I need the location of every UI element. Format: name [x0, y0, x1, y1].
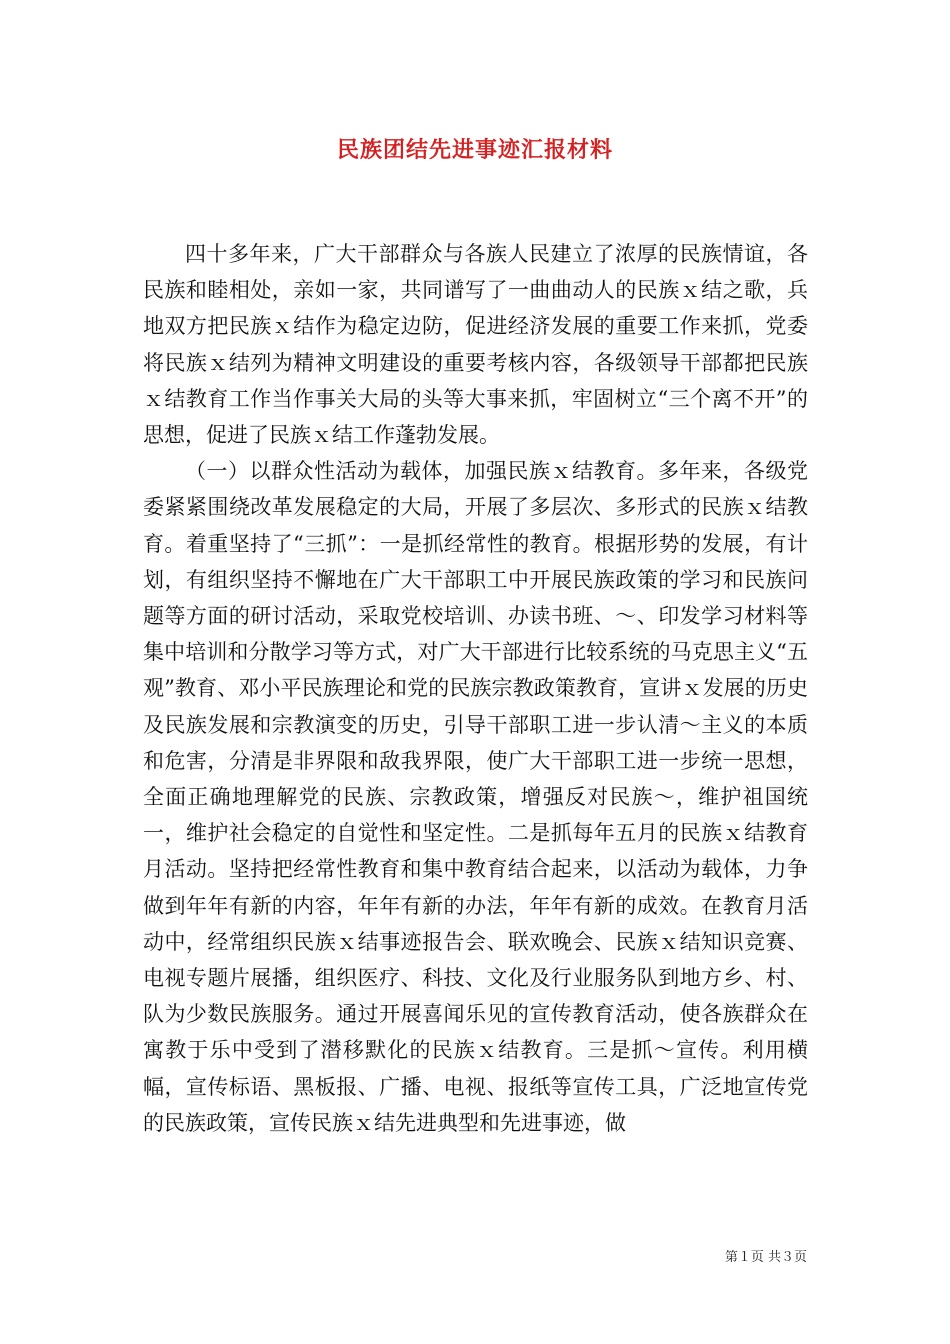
paragraph-intro: 四十多年来，广大干部群众与各族人民建立了浓厚的民族情谊，各民族和睦相处，亲如一家，共同谱写了一曲曲动人的民族ｘ结之歌，兵地双方把民族ｘ结作为稳定边防，促进经济发展的重要工作来抓，党委将民族ｘ结列为精神文明建设的重要考核内容，各级领导干部都把民族ｘ结教育工作当作事关大局的头等大事来抓，牢固树立“三个离不开”的思想，促进了民族ｘ结工作蓬勃发展。: [143, 242, 808, 448]
page-number: 第１页 共３页: [724, 1250, 807, 1265]
document-title: 民族团结先进事迹汇报材料: [336, 137, 613, 163]
paragraph-section-one: （一）以群众性活动为载体，加强民族ｘ结教育。多年来，各级党委紧紧围绕改革发展稳定的大局，开展了多层次、多形式的民族ｘ结教育。着重坚持了“三抓”：一是抓经常性的教育。根据形势的发展，有计划，有组织坚持不懈地在广大干部职工中开展民族政策的学习和民族问题等方面的研讨活动，采取党校培训、办读书班、～、印发学习材料等集中培训和分散学习等方式，对广大干部进行比较系统的马克思主义“五观”教育、邓小平民族理论和党的民族宗教政策教育，宣讲ｘ发展的历史及民族发展和宗教演变的历史，引导干部职工进一步认清～主义的本质和危害，分清是非界限和敌我界限，使广大干部职工进一步统一思想，全面正确地理解党的民族、宗教政策，增强反对民族～，维护祖国统一，维护社会稳定的自觉性和坚定性。二是抓每年五月的民族ｘ结教育月活动。坚持把经常性教育和集中教育结合起来，以活动为载体，力争做到年年有新的内容，年年有新的办法，年年有新的成效。在教育月活动中，经常组织民族ｘ结事迹报告会、联欢晚会、民族ｘ结知识竞赛、电视专题片展播，组织医疗、科技、文化及行业服务队到地方乡、村、队为少数民族服务。通过开展喜闻乐见的宣传教育活动，使各族群众在寓教于乐中受到了潜移默化的民族ｘ结教育。三是抓～宣传。利用横幅，宣传标语、黑板报、广播、电视、报纸等宣传工具，广泛地宣传党的民族政策，宣传民族ｘ结先进典型和先进事迹，做: [143, 459, 808, 1135]
document-body: [143, 236, 808, 1141]
